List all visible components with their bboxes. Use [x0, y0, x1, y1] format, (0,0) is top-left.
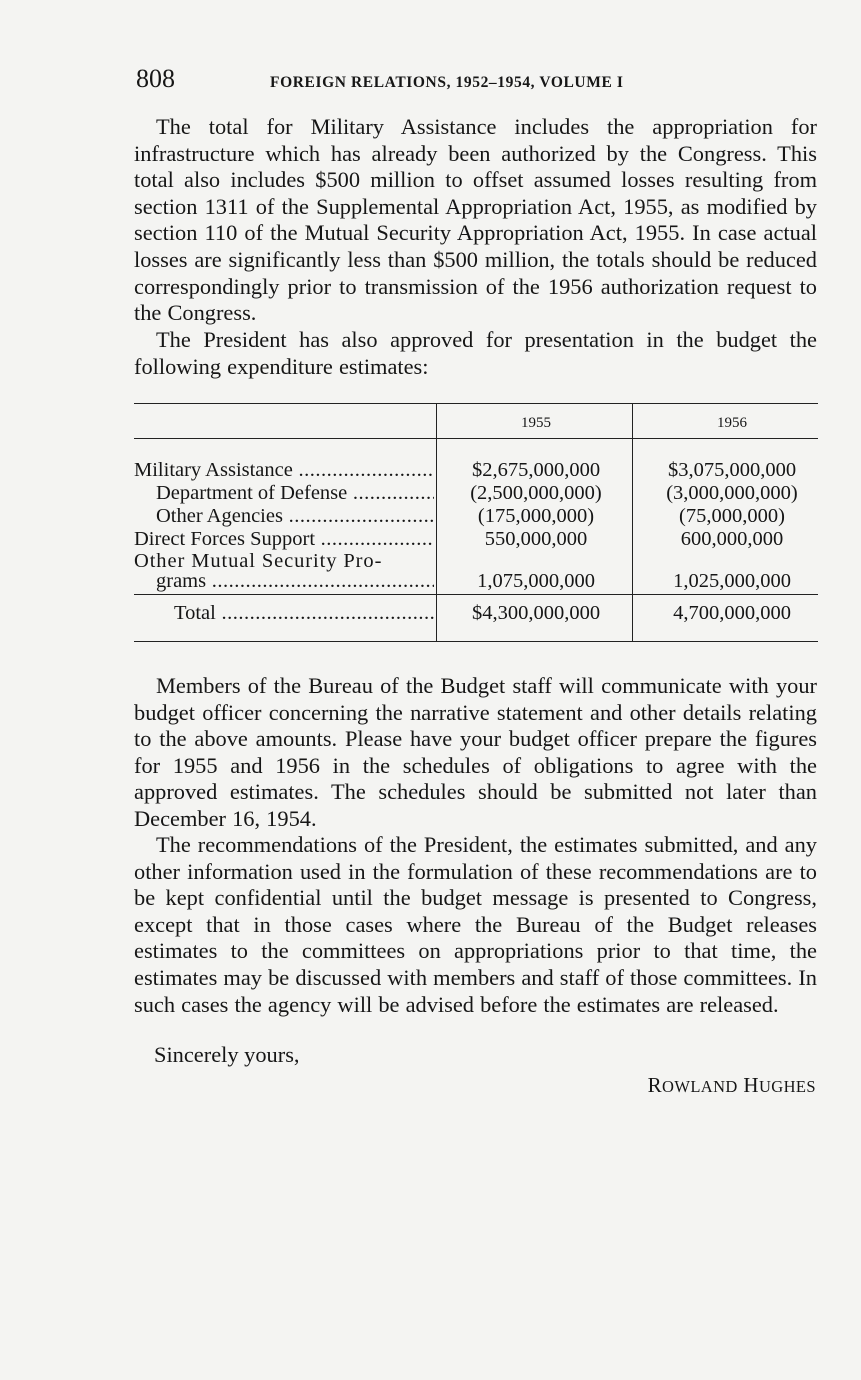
cell-1955: $2,675,000,000	[471, 459, 601, 481]
cell-1956: (75,000,000)	[679, 505, 785, 527]
paragraph-military-assistance-total: The total for Military Assistance includes the appropriation for infrastructure which has already been authorized by the Congress. This total also includes $500 million to offset assumed losses resulting from section 1311 of the Supplemental Appropriation Act, 1955, as modified by section 110 of the Mutual Security Appropriation Act, 1955. In case actual losses are significantly less than $500 million, the totals should be reduced correspondingly prior to transmission of the 1956 authorization request to the Congress.	[134, 114, 817, 326]
cell-1956: (3,000,000,000)	[666, 482, 798, 504]
signature-last-rest: UGHES	[758, 1077, 816, 1096]
signature-first-rest: OWLAND	[662, 1077, 738, 1096]
total-1956: 4,700,000,000	[673, 602, 791, 624]
table-rule-bottom	[134, 641, 818, 642]
signature	[648, 1073, 816, 1098]
cell-1955: (2,500,000,000)	[470, 482, 602, 504]
table-row	[134, 504, 818, 528]
page-number: 808	[136, 64, 175, 93]
signature-last-initial: H	[743, 1073, 759, 1097]
total-label: Total .....	[174, 601, 434, 625]
table-row	[134, 569, 818, 593]
table-rule-total	[134, 594, 818, 595]
table-row-total	[134, 601, 818, 625]
column-header-1955: 1955	[521, 415, 551, 431]
table-rule-top	[134, 403, 818, 404]
row-label: Other Mutual Security Pro-	[134, 550, 383, 572]
running-head: FOREIGN RELATIONS, 1952–1954, VOLUME I	[270, 74, 624, 91]
row-label: Other Agencies .....	[156, 504, 434, 528]
table-row	[134, 458, 818, 482]
paragraph-bureau-staff: Members of the Bureau of the Budget staff will communicate with your budget officer concerning the narrative statement and other details relating to the above amounts. Please have your budget officer prepare the figures for 1955 and 1956 in the schedules of obligations to agree with the approved estimates. The schedules should be submitted not later than December 16, 1954.	[134, 673, 817, 831]
cell-1955: (175,000,000)	[477, 505, 595, 527]
total-1955: $4,300,000,000	[471, 602, 601, 624]
cell-1955: 550,000,000	[484, 528, 588, 550]
row-label: Military Assistance .....	[134, 458, 434, 482]
expenditure-estimates-table	[134, 403, 818, 643]
paragraph-expenditure-intro: The President has also approved for presentation in the budget the following expenditure estimates:	[134, 327, 817, 379]
table-row	[134, 481, 818, 505]
cell-1956: $3,075,000,000	[667, 459, 797, 481]
column-header-1956: 1956	[717, 415, 747, 431]
row-label: Department of Defense .....	[156, 481, 434, 505]
table-row	[134, 527, 818, 551]
cell-1956: 1,025,000,000	[673, 570, 791, 592]
signature-first-initial: R	[647, 1073, 663, 1097]
cell-1955: 1,075,000,000	[477, 570, 595, 592]
row-label: Direct Forces Support .....	[134, 527, 434, 551]
paragraph-confidentiality: The recommendations of the President, the estimates submitted, and any other information used in the formulation of these recommendations are to be kept confidential until the budget message is presented to Congress, except that in those cases where the Bureau of the Budget releases estimates to the committees on appropriations prior to that time, the estimates may be discussed with members and staff of those committees. In such cases the agency will be advised before the estimates are released.	[134, 832, 817, 1017]
cell-1956: 600,000,000	[680, 528, 784, 550]
page-header	[136, 64, 820, 96]
table-rule-head	[134, 438, 818, 439]
closing-salutation: Sincerely yours,	[154, 1042, 300, 1067]
row-label: grams .....	[156, 569, 434, 593]
